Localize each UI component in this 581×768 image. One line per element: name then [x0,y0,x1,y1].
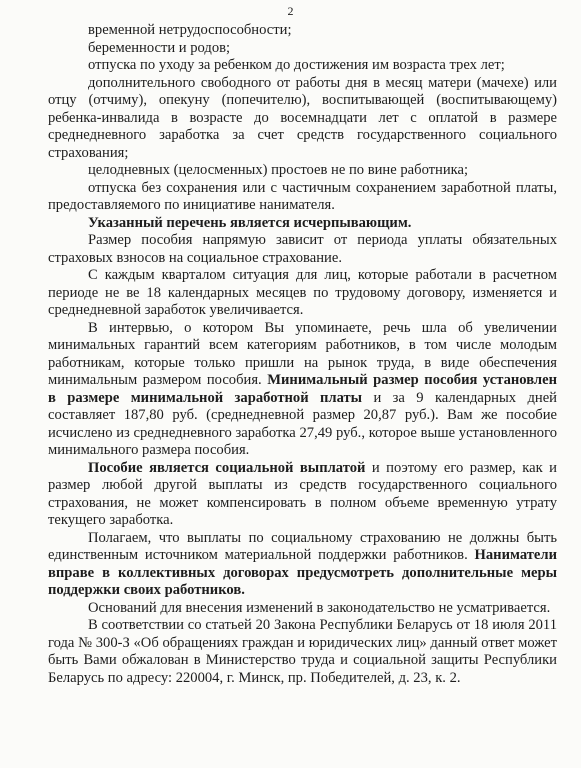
bold-text: Указанный перечень является исчерпывающим. [88,214,412,231]
bold-text: Минимальный размер пособия установлен в размере минимальной заработной платы [48,372,558,406]
paragraph-9 [48,320,557,460]
page-number: 2 [287,4,294,18]
paragraph-13: В соответствии со статьей 20 Закона Республики Беларусь от 18 июля 2011 года № 300-З «Об обращениях граждан и юридических лиц» данный ответ может быть Вами обжалован в Министерство труда и социальной защиты Республики Беларусь по адресу: 220004, г. Минск, пр. Победителей, д. 23, к. 2. [48,617,557,686]
text-span: В интервью, о котором Вы упоминаете, речь шла об увеличении минимальных гарантий всем категориям работников, в том числе молодым работникам, которые только пришли на рынок труда, в виде обеспечения минимальным размером пособия. [48,319,557,388]
text-span: и за 9 календарных дней составляет 187,80 руб. (среднедневной размер 20,87 руб.). Вам же пособие исчислено из среднедневного заработка 27,49 руб., которое выше установленного минимального размера пособия. [48,389,557,458]
paragraph-4: дополнительного свободного от работы дня в месяц матери (мачехе) или отцу (отчиму), опекуну (попечителю), воспитывающей (воспитывающему) ребенка-инвалида в возрасте до восемнадцати лет с оплатой в размере среднедневного заработка за счет средств государственного социального страхования; [48,74,557,161]
paragraph-10 [48,460,557,530]
bold-text: Наниматели вправе в коллективных договорах предусмотреть дополнительные меры поддержки своих работников. [48,547,557,598]
paragraph-3: отпуска по уходу за ребенком до достижения им возраста трех лет; [88,57,505,73]
paragraph-7: Размер пособия напрямую зависит от периода уплаты обязательных страховых взносов на социальное страхование. [48,232,557,266]
paragraph-6: отпуска без сохранения или с частичным сохранением заработной платы, предоставляемого по инициативе нанимателя. [48,179,557,213]
paragraph-2: беременности и родов; [88,39,231,56]
text-span: Полагаем, что выплаты по социальному страхованию не должны быть единственным источником материальной поддержки работников. [48,529,557,563]
paragraph-12: Оснований для внесения изменений в законодательство не усматривается. [88,599,551,616]
bold-text: Пособие является социальной выплатой [88,459,366,476]
paragraph-11 [48,530,557,600]
paragraph-8: С каждым кварталом ситуация для лиц, которые работали в расчетном периоде не ве 18 календарных месяцев по трудовому договору, изменяется и среднедневной заработок увеличивается. [48,267,557,318]
paragraph-1: временной нетрудоспособности; [88,22,292,38]
bold-statement [48,215,557,233]
text-span: и поэтому его размер, как и размер любой другой выплаты из средств государственного социального страхования, не может компенсировать в полном объеме временную утрату текущего заработка. [48,459,557,528]
paragraph-5: целодневных (целосменных) простоев не по вине работника; [88,162,469,178]
